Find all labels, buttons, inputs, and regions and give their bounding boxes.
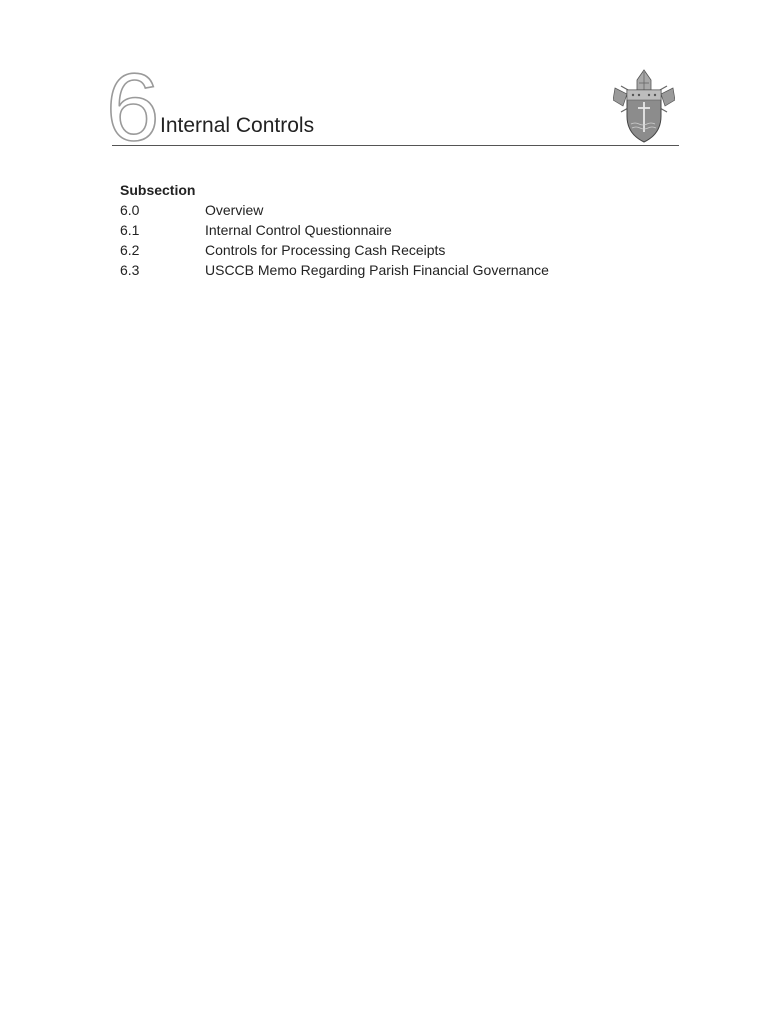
chapter-number: 6 [106, 54, 160, 161]
toc-row [120, 260, 620, 280]
toc-number: 6.0 [120, 202, 140, 218]
toc-label: Internal Control Questionnaire [205, 222, 392, 238]
toc-label: USCCB Memo Regarding Parish Financial Governance [205, 262, 549, 278]
toc-number: 6.1 [120, 222, 140, 238]
toc-row [120, 200, 620, 220]
toc-label: Overview [205, 202, 264, 218]
toc-number: 6.3 [120, 262, 140, 278]
chapter-title: Internal Controls [160, 114, 315, 137]
subsection-list [120, 180, 620, 280]
diocesan-coat-of-arms-icon [613, 66, 675, 144]
toc-row [120, 220, 620, 240]
subsection-heading: Subsection [120, 182, 196, 198]
header-rule [112, 145, 679, 146]
toc-row [120, 240, 620, 260]
toc-label: Controls for Processing Cash Receipts [205, 242, 446, 258]
toc-number: 6.2 [120, 242, 140, 258]
